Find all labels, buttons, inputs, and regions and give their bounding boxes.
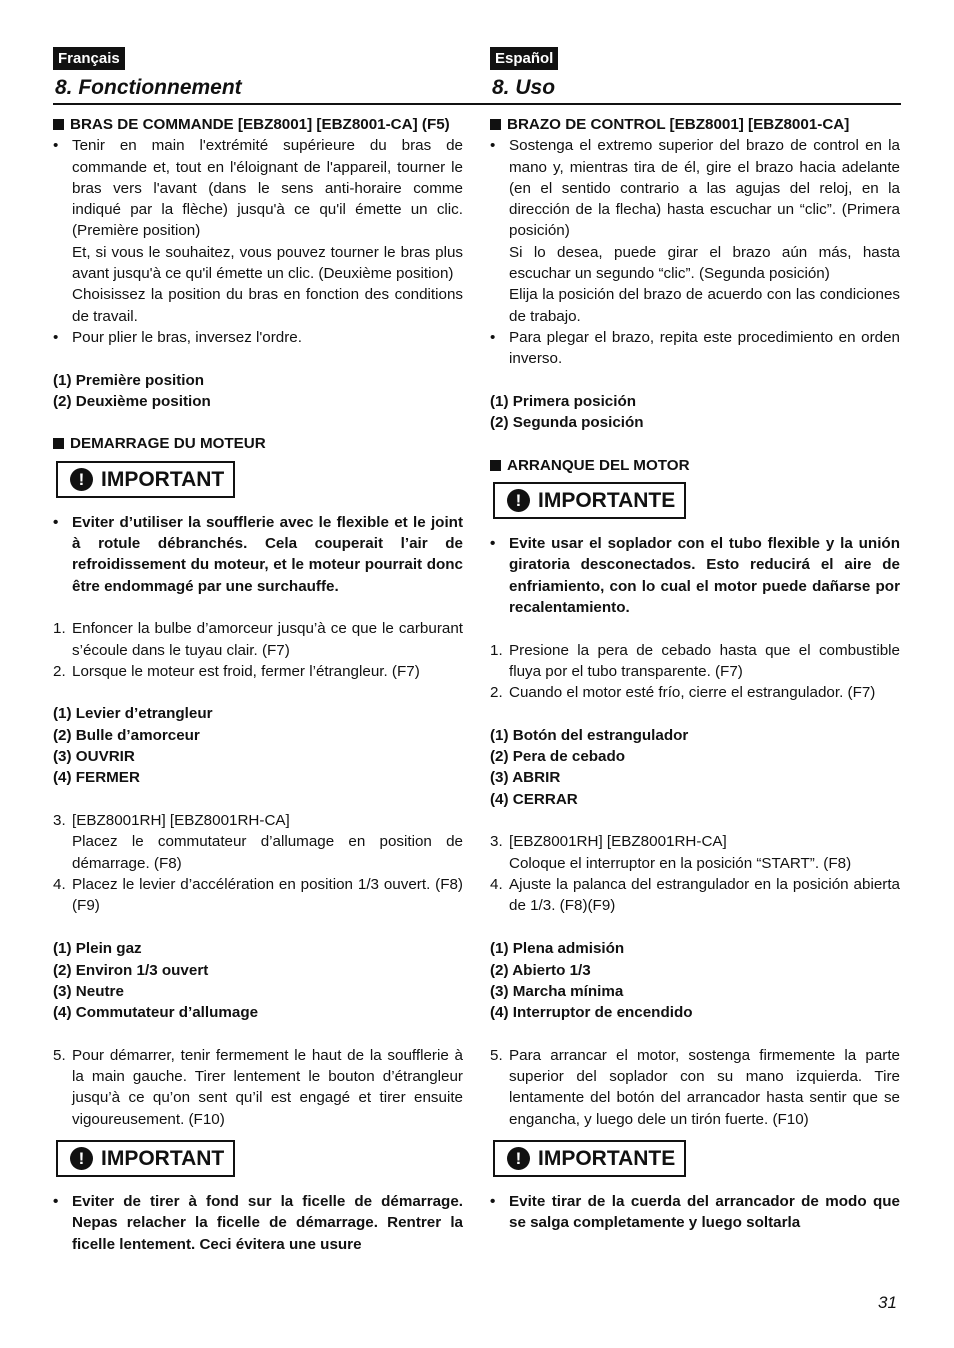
legend-item: (4) CERRAR bbox=[490, 790, 578, 808]
french-column bbox=[53, 114, 463, 1255]
legend-item: (3) Marcha mínima bbox=[490, 982, 624, 1000]
legend-item: (1) Botón del estrangulador bbox=[490, 726, 689, 744]
bullet-item: • Sostenga el extremo superior del brazo de control en la mano y, mientras tira de él, gire el brazo hacia adelante (en el sentido contrario a las agujas del reloj, en la dirección de la flecha) hasta escuchar un “clic”. (Primera posición) Si lo desea, puede girar el brazo aún más, hasta escuchar un segundo “clic”. (Segunda posición) Elija la posición del brazo de acuerdo con las condiciones de trabajo. bbox=[490, 135, 900, 327]
important-note: • Eviter de tirer à fond sur la ficelle de démarrage. Nepas relacher la ficelle de démarrage. Rentrer la ficelle lentement. Ceci évitera une usure bbox=[53, 1193, 463, 1253]
heading-control-arm: BRAZO DE CONTROL [EBZ8001] [EBZ8001-CA] bbox=[490, 114, 900, 135]
legend-item: (4) Commutateur d’allumage bbox=[53, 1004, 259, 1022]
arm-paragraph-1: Sostenga el extremo superior del brazo de control en la mano y, mientras tira de él, gire el brazo hacia adelante (en el sentido contrario a las agujas del reloj, en la dirección de la flecha) hasta escuchar un “clic”. (Primera posición) bbox=[509, 137, 900, 240]
legend-item: (1) Levier d’etrangleur bbox=[53, 705, 213, 723]
legend-item: (2) Pera de cebado bbox=[490, 748, 626, 766]
important-box: ! IMPORTANT bbox=[56, 461, 235, 498]
important-box: ! IMPORTANT bbox=[56, 1140, 235, 1177]
heading-control-arm: BRAS DE COMMANDE [EBZ8001] [EBZ8001-CA] (F5) bbox=[53, 114, 463, 135]
arm-paragraph-2: Si lo desea, puede girar el brazo aún más, hasta escuchar un segundo “clic”. (Segunda posición) bbox=[509, 243, 900, 283]
arm-paragraph-3: Elija la posición del brazo de acuerdo con las condiciones de trabajo. bbox=[509, 286, 900, 325]
legend-item: (1) Première position bbox=[53, 371, 205, 389]
legend-item: (2) Segunda posición bbox=[490, 414, 644, 432]
page-number: 31 bbox=[878, 1293, 897, 1312]
header-rule bbox=[53, 103, 901, 105]
legend-item: (4) Interruptor de encendido bbox=[490, 1004, 693, 1022]
arm-paragraph-2: Et, si vous le souhaitez, vous pouvez tourner le bras plus avant jusqu'à ce qu'il émette un clic. (Deuxième position) bbox=[72, 243, 463, 283]
important-note: • Eviter d’utiliser la soufflerie avec le flexible et le joint à rotule débranchés. Cela couperait l’air de refroidissement du moteur, et le moteur pourrait donc être endommagé par une surchauffe. bbox=[53, 513, 463, 595]
section-title-spanish: 8. Uso bbox=[492, 76, 556, 99]
bullet-item: • Tenir en main l'extrémité supérieure du bras de commande et, tout en l'éloignant de l'appareil, tourner le bras vers l'avant (dans le sens anti-horaire comme indiqué par la flèche) jusqu'à ce qu'il émette un clic. (Première position) Et, si vous le souhaitez, vous pouvez tourner le bras plus avant jusqu'à ce qu'il émette un clic. (Deuxième position) Choisissez la position du bras en fonction des conditions de travail. bbox=[53, 135, 463, 327]
step-5: 5. Para arrancar el motor, sostenga firmemente la parte superior del soplador con su mano izquierda. Tire lentamente del botón del arrancador hasta sentir que se engancha, y luego dele un tirón fuerte. (F10) bbox=[490, 1046, 900, 1128]
legend-item: (2) Deuxième position bbox=[53, 392, 211, 410]
important-box: ! IMPORTANTE bbox=[493, 1140, 686, 1177]
legend-item: (1) Primera posición bbox=[490, 392, 637, 410]
exclamation-icon: ! bbox=[507, 489, 530, 512]
step-1: 1. Enfoncer la bulbe d’amorceur jusqu’à ce que le carburant s’écoule dans le tuyau clair. (F7) bbox=[53, 620, 463, 659]
legend-item: (1) Plena admisión bbox=[490, 940, 625, 958]
step-5: 5. Pour démarrer, tenir fermement le haut de la soufflerie à la main gauche. Tirer lentement le bouton d’étrangleur jusqu’à ce qu’on sent qu’il est engagé et tirer ensuite vigoureusement. (F10) bbox=[53, 1046, 463, 1128]
step-3: 3. [EBZ8001RH] [EBZ8001RH-CA] Coloque el interruptor en la posición “START”. (F8) bbox=[490, 833, 852, 872]
legend-item: (3) ABRIR bbox=[490, 769, 561, 787]
square-bullet-icon bbox=[53, 119, 64, 130]
legend-item: (3) Neutre bbox=[53, 982, 124, 1000]
important-note: • Evite usar el soplador con el tubo flexible y la unión giratoria desconectados. Esto reducirá el aire de enfriamiento, con lo cual el motor puede dañarse por recalentamiento. bbox=[490, 535, 900, 616]
square-bullet-icon bbox=[490, 119, 501, 130]
language-tag-french: Français bbox=[53, 47, 125, 70]
legend-item: (2) Abierto 1/3 bbox=[490, 961, 591, 979]
section-title-french: 8. Fonctionnement bbox=[55, 76, 242, 99]
important-box: ! IMPORTANTE bbox=[493, 482, 686, 519]
bullet-item: • Pour plier le bras, inversez l'ordre. bbox=[53, 328, 302, 346]
exclamation-icon: ! bbox=[70, 1147, 93, 1170]
spanish-column bbox=[490, 114, 900, 1234]
exclamation-icon: ! bbox=[507, 1147, 530, 1170]
legend-item: (4) FERMER bbox=[53, 769, 140, 787]
step-3: 3. [EBZ8001RH] [EBZ8001RH-CA] Placez le commutateur d’allumage en position de démarrage. (F8) bbox=[53, 811, 463, 872]
exclamation-icon: ! bbox=[70, 468, 93, 491]
step-4: 4. Ajuste la palanca del estrangulador en la posición abierta de 1/3. (F8)(F9) bbox=[490, 875, 900, 915]
important-note: • Evite tirar de la cuerda del arrancador de modo que se salga completamente y luego soltarla bbox=[490, 1193, 900, 1232]
arm-paragraph-3: Choisissez la position du bras en fonction des conditions de travail. bbox=[72, 286, 463, 325]
square-bullet-icon bbox=[490, 460, 501, 471]
square-bullet-icon bbox=[53, 438, 64, 449]
legend-item: (2) Environ 1/3 ouvert bbox=[53, 961, 209, 979]
arm-paragraph-1: Tenir en main l'extrémité supérieure du bras de commande et, tout en l'éloignant de l'appareil, tourner le bras vers l'avant (dans le sens anti-horaire comme indiqué par la flèche) jusqu'à ce qu'il émette un clic. (Première position) bbox=[72, 137, 463, 240]
step-2: 2. Cuando el motor esté frío, cierre el estrangulador. (F7) bbox=[490, 684, 876, 702]
bullet-item: • Para plegar el brazo, repita este procedimiento en orden inverso. bbox=[490, 328, 900, 368]
legend-item: (1) Plein gaz bbox=[53, 940, 142, 958]
step-4: 4. Placez le levier d’accélération en position 1/3 ouvert. (F8)(F9) bbox=[53, 875, 463, 915]
heading-engine-start: DEMARRAGE DU MOTEUR bbox=[53, 433, 463, 454]
language-tag-spanish: Español bbox=[490, 47, 558, 70]
step-1: 1. Presione la pera de cebado hasta que el combustible fluya por el tubo transparente. (F7) bbox=[490, 641, 900, 680]
heading-engine-start: ARRANQUE DEL MOTOR bbox=[490, 455, 900, 476]
legend-item: (2) Bulle d’amorceur bbox=[53, 726, 200, 744]
step-2: 2. Lorsque le moteur est froid, fermer l’étrangleur. (F7) bbox=[53, 662, 420, 680]
legend-item: (3) OUVRIR bbox=[53, 748, 135, 766]
